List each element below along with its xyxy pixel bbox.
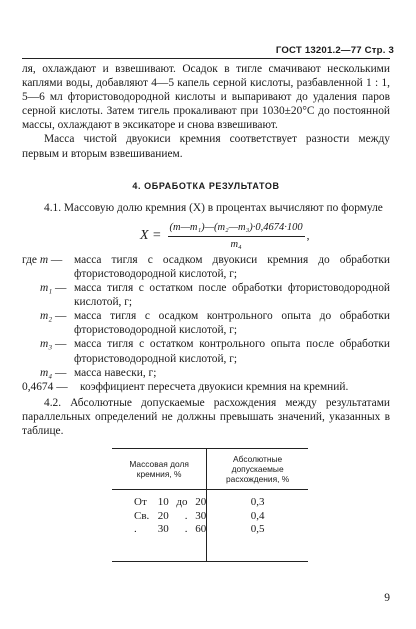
table-header-mass-fraction: Массовая доля кремния, % [112,449,207,490]
tolerance-table [112,448,308,562]
formula-numerator: (m—m₁)—(m₂—m₃)·0,4674·100 [168,221,305,237]
formula [22,219,390,253]
definition-dash: — [55,310,67,323]
definition-text: масса навески, г; [74,366,157,379]
definition-text: масса тигля с остатком контрольного опыта после обработки фтористоводородной кислотой, г; [74,338,390,365]
range-prefix: От [134,496,147,509]
table-row [112,490,308,537]
range-to: 30 [195,509,207,522]
definition-item [22,253,390,281]
section-heading: 4. ОБРАБОТКА РЕЗУЛЬТАТОВ [132,180,280,191]
range-from: 30 [157,523,169,536]
definition-prefix: где [22,253,37,266]
range-prefix: Св. [134,509,150,522]
formula-lhs: X = [140,228,162,244]
tolerance-value: 0,4 [250,509,265,522]
paragraph-mass-difference: Масса чистой двуокиси кремния соответствует разности между первым и вторым взвешиванием. [22,133,390,160]
paragraph-continuation: ля, охлаждают и взвешивают. Осадок в тигле смачивают несколькими каплями воды, добавляют 4—5 капель серной кислоты, разбавленной 1 : 1, 5—6 мл фтористоводородной кислоты и выпаривают до удаления паров серной кислоты. Затем тигель прокаливают при 1030±20°С до постоянной массы, охлаждают в эксикаторе и снова взвешивают. [22,63,390,132]
page-label: Стр. 3 [364,45,394,56]
table-bottom-rule [112,561,308,562]
range-from: 10 [157,496,169,509]
definition-text: коэффициент пересчета двуокиси кремния на кремний. [80,380,349,393]
range-conj: . [184,509,188,522]
formula-fraction [168,221,305,252]
page-body [22,62,390,562]
tolerance-value: 0,3 [250,496,265,509]
definition-item [22,366,390,380]
definition-symbol: m [39,253,49,266]
formula-comma: , [306,230,310,243]
definition-text: масса тигля с осадком контрольного опыта до обработки фтористоводородной кислотой, г; [74,310,390,337]
definition-dash: — [55,282,67,295]
formula-denominator: m₄ [230,238,242,250]
paragraph-4-1: 4.1. Массовую долю кремния (X) в процентах вычисляют по формуле [44,201,383,214]
definition-symbol: 0,4674 [22,380,54,393]
range-from: 20 [157,509,169,522]
range-to: 60 [195,523,207,536]
definition-item [22,281,390,309]
definition-dash: — [56,380,68,393]
definition-dash: — [55,366,67,379]
page-number: 9 [384,591,390,604]
definition-item [22,337,390,365]
paragraph-4-2: 4.2. Абсолютные допускаемые расхождения между результатами параллельных определений не должны превышать значений, указанных в таблице. [22,396,390,437]
range-conj: до [176,496,188,509]
definition-item [22,380,390,394]
range-prefix: . [134,523,137,536]
definition-symbol: m₁ [40,282,53,295]
range-to: 20 [195,496,207,509]
definition-symbol: m₂ [40,310,53,323]
tolerance-value: 0,5 [250,523,265,536]
page-header [276,44,394,58]
definition-dash: — [55,338,67,351]
definition-text: масса тигля с остатком после обработки фтористоводородной кислотой, г; [74,282,390,309]
definition-dash: — [50,253,63,266]
definition-item [22,309,390,337]
table-header-tolerance: Абсолютные допускаемые расхождения, % [207,449,308,490]
standard-number: ГОСТ 13201.2—77 [275,45,362,56]
definition-symbol: m₃ [40,338,53,351]
definitions-list [22,253,390,394]
definition-symbol: m₄ [40,366,53,379]
range-conj: . [184,523,188,536]
definition-text: масса тигля с осадком двуокиси кремния до обработки фтористоводородной кислотой, г; [74,253,390,280]
header-rule [22,58,390,59]
